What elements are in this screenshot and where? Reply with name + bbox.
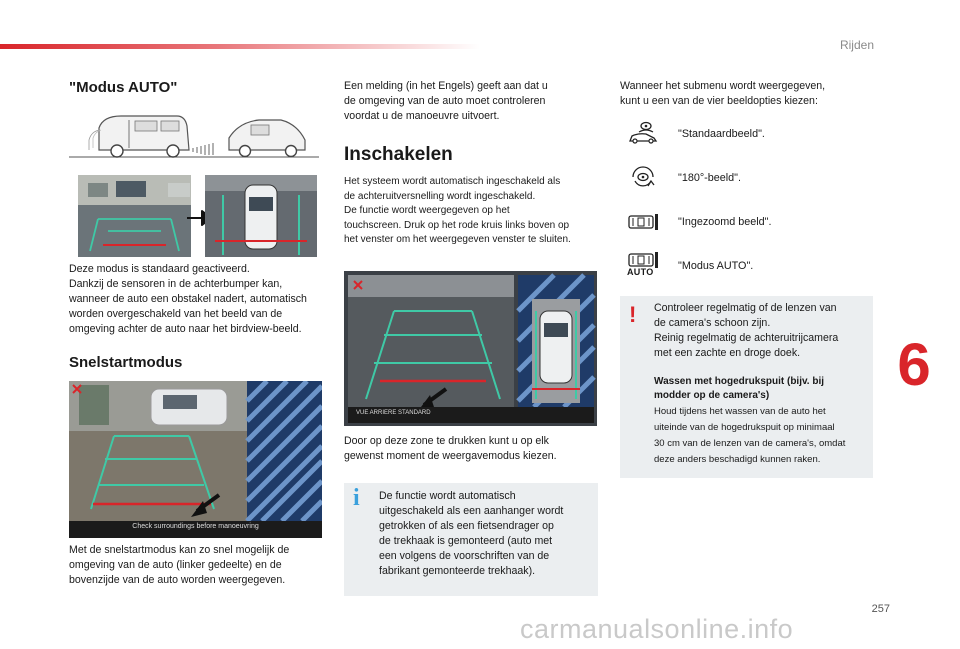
auto-camera-icon bbox=[626, 252, 660, 268]
text-line: uiteinde van de hogedrukspuit op minimaal bbox=[654, 422, 835, 433]
text-line: Reinig regelmatig de achteruitrijcamera bbox=[654, 332, 839, 344]
text-line: de achteruitversnelling wordt ingeschakeld. bbox=[344, 190, 536, 202]
birdview-camera-view bbox=[205, 175, 317, 257]
text-line: de trekhaak is gemonteerd (auto met bbox=[379, 535, 553, 547]
text-line: Een melding (in het Engels) geeft aan dat u bbox=[344, 80, 548, 92]
text-line: omgeving achter de auto naar het birdview-beeld. bbox=[69, 323, 302, 335]
auto-mode-icon bbox=[626, 252, 660, 278]
text-line: de camera's schoon zijn. bbox=[654, 317, 771, 329]
text-line: een volgens de voorschriften van de bbox=[379, 550, 550, 562]
option-standard-view: "Standaardbeeld". bbox=[678, 128, 765, 140]
text-line: getrokken of als een fietsendrager op bbox=[379, 520, 554, 532]
text-line: fabrikant gemonteerde trekhaak). bbox=[379, 565, 536, 577]
inschakelen-text bbox=[344, 175, 571, 248]
text-line: bovenzijde van de auto worden weergegeven. bbox=[69, 574, 286, 586]
auto-mode-camera-images bbox=[78, 175, 318, 257]
snelstart-text bbox=[69, 543, 289, 588]
pressure-wash-text bbox=[654, 404, 845, 468]
modus-auto-text bbox=[69, 262, 307, 337]
page-number: 257 bbox=[871, 603, 890, 615]
pressure-wash-heading bbox=[654, 375, 824, 403]
option-zoom-view: "Ingezoomd beeld". bbox=[678, 216, 772, 228]
rear-camera-view bbox=[78, 175, 191, 257]
text-line: Houd tijdens het wassen van de auto het bbox=[654, 406, 826, 417]
inschakelen-heading: Inschakelen bbox=[344, 144, 453, 165]
view-mode-zone[interactable]: VUE ARRIERE STANDARD bbox=[356, 410, 431, 416]
warning-box bbox=[620, 296, 873, 478]
van-and-car-illustration bbox=[69, 110, 319, 160]
section-title: Rijden bbox=[839, 38, 874, 52]
text-line: Dankzij de sensoren in de achterbumper kan, bbox=[69, 278, 283, 290]
text-line: Het systeem wordt automatisch ingeschakeld als bbox=[344, 176, 561, 187]
text-line: Wanneer het submenu wordt weergegeven, bbox=[620, 80, 826, 92]
text-line: Deze modus is standaard geactiveerd. bbox=[69, 263, 250, 275]
auto-icon-text: AUTO bbox=[627, 267, 654, 277]
standard-view-icon bbox=[626, 121, 660, 145]
text-line: De functie wordt weergegeven op het bbox=[344, 205, 510, 216]
chapter-number: 6 bbox=[897, 331, 931, 398]
text-line: gewenst moment de weergavemodus kiezen. bbox=[344, 450, 557, 462]
info-text bbox=[379, 489, 563, 579]
info-icon: i bbox=[353, 485, 360, 511]
180-view-icon bbox=[626, 166, 660, 190]
option-auto-mode: "Modus AUTO". bbox=[678, 260, 754, 272]
text-line: Door op deze zone te drukken kunt u op elk bbox=[344, 435, 549, 447]
text-line: het venster om het weergegeven venster te sluiten. bbox=[344, 234, 571, 245]
text-line: Controleer regelmatig of de lenzen van bbox=[654, 302, 837, 314]
text-line: De functie wordt automatisch bbox=[379, 490, 516, 502]
watermark: carmanualsonline.info bbox=[520, 614, 794, 644]
text-line: touchscreen. Druk op het rode kruis links boven op bbox=[344, 219, 570, 231]
snelstartmodus-heading: Snelstartmodus bbox=[69, 354, 183, 371]
touchscreen-camera-display bbox=[344, 271, 597, 426]
text-line: deze anders beschadigd kunnen raken. bbox=[654, 454, 821, 465]
text-line: de omgeving van de auto moet controleren bbox=[344, 95, 546, 107]
text-line: kunt u een van de vier beeldopties kiezen: bbox=[620, 95, 818, 107]
text-line: voordat u de manoeuvre uitvoert. bbox=[344, 110, 500, 122]
text-line: Wassen met hogedrukspuit (bijv. bij bbox=[654, 376, 825, 387]
submenu-intro-text bbox=[620, 79, 825, 109]
text-line: omgeving van de auto (linker gedeelte) en de bbox=[69, 559, 282, 571]
text-line: modder op de camera's) bbox=[654, 390, 770, 401]
text-line: Met de snelstartmodus kan zo snel mogelijk de bbox=[69, 544, 290, 556]
option-180-view: "180°-beeld". bbox=[678, 172, 742, 184]
text-line: uitgeschakeld als een aanhanger wordt bbox=[379, 505, 564, 517]
warning-icon: ! bbox=[629, 302, 637, 327]
modus-auto-heading: "Modus AUTO" bbox=[69, 79, 178, 96]
view-mode-text bbox=[344, 434, 557, 464]
chapter-color-bar bbox=[0, 44, 480, 49]
quick-start-camera-photo bbox=[69, 381, 322, 538]
english-message-text bbox=[344, 79, 548, 124]
text-line: worden overgeschakeld van het beeld van de bbox=[69, 308, 283, 320]
text-line: met een zachte en droge doek. bbox=[654, 347, 801, 359]
text-line: wanneer de auto een obstakel nadert, automatisch bbox=[69, 293, 307, 305]
zoom-view-icon bbox=[626, 210, 660, 234]
info-box bbox=[344, 483, 598, 596]
text-line: 30 cm van de lenzen van de camera's, omdat bbox=[654, 438, 846, 449]
warning-text bbox=[654, 301, 838, 361]
manoeuvre-warning-caption: Check surroundings before manoeuvring bbox=[132, 523, 259, 530]
